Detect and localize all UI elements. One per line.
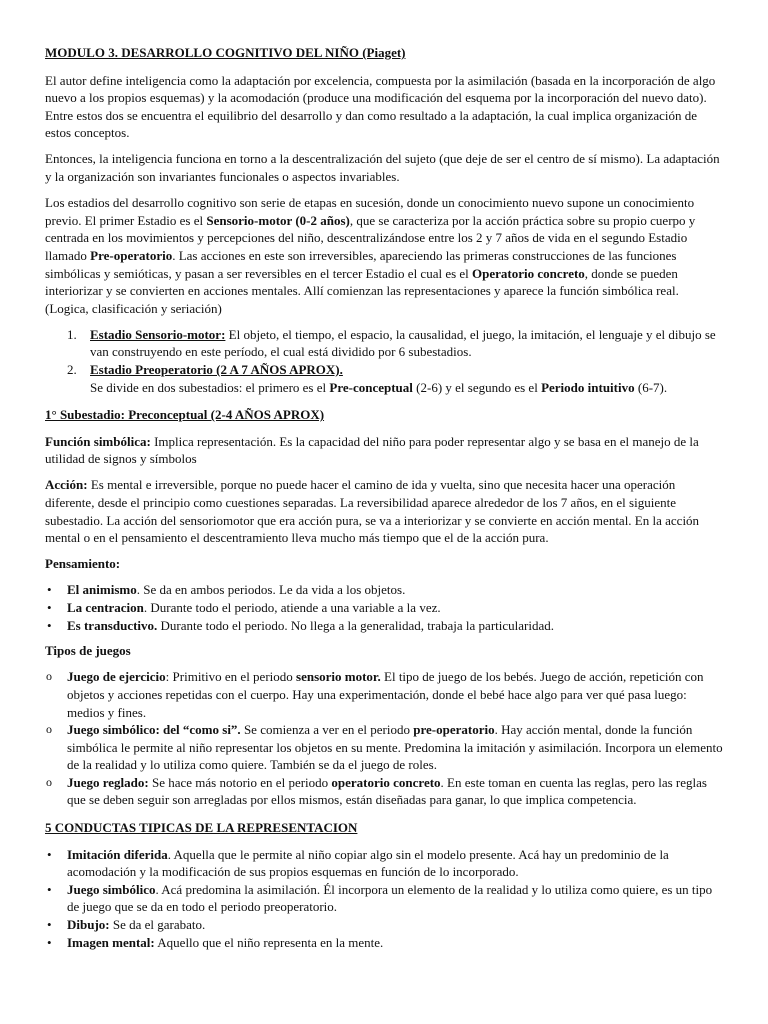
paragraph-funcion-simbolica: Función simbólica: Implica representación. Es la capacidad del niño para poder representar algo y se basa en el manejo de la utilidad de signos y símbolos bbox=[45, 433, 699, 467]
bullet-marker: • bbox=[47, 600, 52, 616]
conductas-list bbox=[45, 846, 725, 952]
list-number: 2. bbox=[67, 362, 77, 377]
list-item: o Juego simbólico: del “como si”. Se comienza a ver en el periodo pre-operatorio. Hay acción mental, donde la función simbólica le permite al niño representar los objetos en su mente. Predomina la imitación y asimilación. Incorpora un elemento de la realidad y lo utiliza como quiere. También se da el juego de roles. bbox=[46, 722, 723, 773]
paragraph-stages: Los estadios del desarrollo cognitivo son serie de etapas en sucesión, donde un conocimiento nuevo supone un conocimiento previo. El primer Estadio es el Sensorio-motor (0-2 años), que se caracteriza por la acción práctica sobre su propio cuerpo y centrada en los movimientos y percepciones del niño, descentralizándose entre los 2 y 7 años de vida en el segundo Estadio llamado Pre-operatorio. Las acciones en este son irreversibles, apareciendo las primeras construcciones de las funciones simbólicas y semióticas, y pasan a ser reversibles en el tercer Estadio el cual es el Operatorio concreto, donde se pueden interiorizar y se convierten en acciones mentales. Allí comienzan las representaciones y aparece la función simbólica real. (Logica, clasificación y seriación) bbox=[45, 195, 696, 316]
bullet-marker: • bbox=[47, 582, 52, 598]
subestadio-heading: 1° Subestadio: Preconceptual (2-4 AÑOS APROX) bbox=[45, 407, 325, 423]
list-item: o Juego reglado: Se hace más notorio en el periodo operatorio concreto. En este toman en cuenta las reglas, pero las reglas que se deben seguir son arregladas por ellos mismos, están diseñadas para ganar, lo que implica competencia. bbox=[46, 774, 707, 808]
bullet-marker: • bbox=[47, 617, 52, 633]
list-item: • Juego simbólico. Acá predomina la asimilación. Él incorpora un elemento de la realidad y lo utiliza como quiere, es un tipo de juego que se da en todo el periodo preoperatorio. bbox=[47, 881, 713, 915]
list-item: • Imitación diferida. Aquella que le permite al niño copiar algo sin el modelo presente. Acá hay un predominio de la acomodación y la modificación de sus propios esquemas en función de lo incorporado. bbox=[47, 846, 669, 880]
paragraph-decentralization: Entonces, la inteligencia funciona en torno a la descentralización del sujeto (que deje de ser el centro de sí mismo). La adaptación y la organización son invariantes funcionales o aspectos invariables. bbox=[45, 151, 720, 185]
circle-marker: o bbox=[46, 669, 52, 684]
bullet-marker: • bbox=[47, 881, 52, 897]
bullet-marker: • bbox=[47, 846, 52, 862]
stage-item-sensorio-motor: 1. Estadio Sensorio-motor: El objeto, el tiempo, el espacio, la causalidad, el juego, la imitación, el lenguaje y el dibujo se van construyendo en este período, el cual está dividido por 6 subestadios. bbox=[67, 326, 716, 360]
list-item: • Imagen mental: Aquello que el niño representa en la mente. bbox=[47, 934, 384, 950]
list-item: • Es transductivo. Durante todo el periodo. No llega a la generalidad, trabaja la particularidad. bbox=[47, 617, 554, 633]
stage-item-preoperatorio: 2. Estadio Preoperatorio (2 A 7 AÑOS APROX). Se divide en dos subestadios: el primero es el Pre-conceptual (2-6) y el segundo es el Periodo intuitivo (6-7). bbox=[67, 362, 668, 395]
list-item: • La centracion. Durante todo el periodo, atiende a una variable a la vez. bbox=[47, 600, 441, 616]
list-item: • Dibujo: Se da el garabato. bbox=[47, 917, 206, 933]
circle-marker: o bbox=[46, 722, 52, 737]
paragraph-intelligence-definition: El autor define inteligencia como la adaptación por excelencia, compuesta por la asimilación (basada en la incorporación de algo nuevo a los propios esquemas) y la acomodación (produce una modificación del esquema por la incorporación del nuevo dato). Entre estos dos se encuentra el equilibrio del desarrollo y dan como resultado a la adaptación, la cual implica organización de estos conceptos. bbox=[45, 72, 716, 141]
list-number: 1. bbox=[67, 326, 77, 342]
pensamiento-list bbox=[45, 581, 725, 634]
bullet-marker: • bbox=[47, 934, 52, 950]
document-content bbox=[45, 44, 725, 959]
paragraph-accion: Acción: Es mental e irreversible, porque no puede hacer el camino de ida y vuelta, sino que necesita hacer una operación diferente, desde el principio como cuestiones separadas. La reversibilidad aparece alrededor de los 7 años, en el siguiente subestadio. La acción del sensoriomotor que era acción pura, se va a interiorizar y se convierte en acción mental. En la acción mental o en el pensamiento el descentramiento lleva mucho más tiempo que el de la acción pura. bbox=[45, 477, 700, 546]
conductas-heading: 5 CONDUCTAS TIPICAS DE LA REPRESENTACION bbox=[45, 820, 358, 836]
circle-marker: o bbox=[46, 774, 52, 789]
juegos-list bbox=[45, 668, 725, 809]
list-item: o Juego de ejercicio: Primitivo en el periodo sensorio motor. El tipo de juego de los bebés. Juego de acción, repetición con objetos y acciones repetidas con el cuerpo. Hay una experimentación, donde el bebé hace algo para ver qué pasa luego: medios y fines. bbox=[46, 669, 704, 720]
bullet-marker: • bbox=[47, 917, 52, 933]
pensamiento-label: Pensamiento: bbox=[45, 556, 121, 572]
tipos-juegos-label: Tipos de juegos bbox=[45, 643, 131, 659]
stage-title: Estadio Sensorio-motor: bbox=[90, 326, 226, 342]
list-item: • El animismo. Se da en ambos periodos. Le da vida a los objetos. bbox=[47, 582, 406, 598]
document-title: MODULO 3. DESARROLLO COGNITIVO DEL NIÑO (Piaget) bbox=[45, 45, 406, 60]
stages-list bbox=[45, 326, 725, 396]
stage-title: Estadio Preoperatorio (2 A 7 AÑOS APROX). bbox=[90, 362, 343, 377]
